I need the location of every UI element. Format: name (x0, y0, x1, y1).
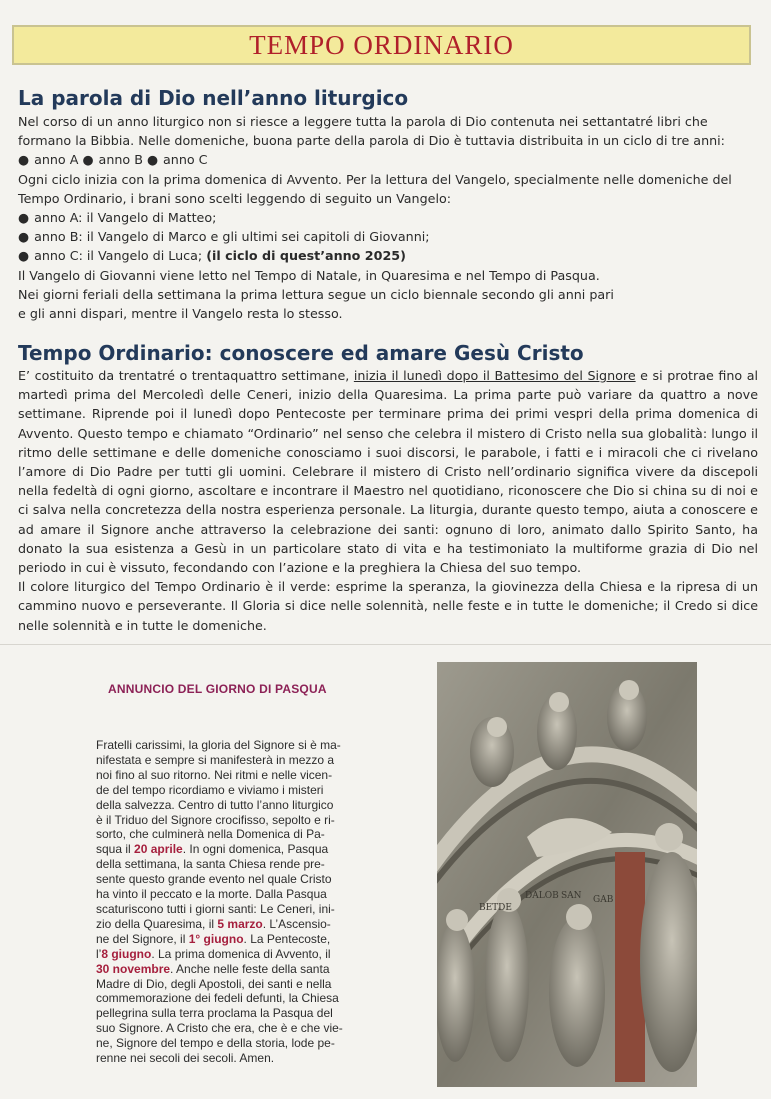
section-body-tempo-ordinario (18, 366, 758, 635)
announcement-line: l’8 giugno. La prima domenica di Avvento, il (96, 946, 331, 961)
bullet-icon: ● (18, 229, 30, 245)
announcement-line: zio della Quaresima, il 5 marzo. L’Ascensio- (96, 916, 331, 931)
bullet-icon: ● (18, 210, 30, 226)
announcement-line: nifestata e sempre si manifesterà in mezzo a (96, 752, 335, 767)
body-line: Il Vangelo di Giovanni viene letto nel Tempo di Natale, in Quaresima e nel Tempo di Pasqua. (18, 267, 600, 283)
pentecost-date: 8 giugno (101, 946, 152, 961)
announcement-line: ne del Signore, il 1° giugno. La Pentecoste, (96, 931, 331, 946)
paragraph-rest: e si protrae fino al martedì prima del Mercoledì delle Ceneri, inizio della Quaresima. La prima parte può variare da quattro a nove settimane. Riprende poi il lunedì dopo Pentecoste per terminare prima dei primi vespri della prima domenica di Avvento. Questo tempo e chiamato “Ordinario” nel senso che celebra il mistero di Cristo nella sua globalità: lungo il ritmo delle settimane e delle domeniche conosciamo i suoi discorsi, le parabole, i fatti e i miracoli che ci rivelano l’amore di Dio Padre per tutti gli uomini. Celebrare il mistero di Cristo nell’ordinario significa vivere da discepoli nella fedeltà di ogni giorno, ascoltare e incontrare il Maestro nel quotidiano, riconoscere che Dio si china su di noi e ci salva nella concretezza della nostra esperienza personale. La liturgia, durante questo tempo, aiuta a conoscere e ad amare il Signore anche attraverso la celebrazione dei santi: ognuno di loro, animato dallo Spirito Santo, ha donato la sua esistenza a Gesù in un particolare stato di vita e ha testimoniato la multiforme grazia di Dio nel periodo in cui è vissuto, fecondando con l’azione e la preghiera la Chiesa del suo tempo. (18, 368, 758, 576)
inscription-text: BETDE (479, 903, 512, 913)
body-line: Nel corso di un anno liturgico non si riesce a leggere tutta la parola di Dio contenuta nei settantatré libri che (18, 114, 708, 129)
bullet-icon: ● (18, 248, 30, 264)
advent-date: 30 novembre (96, 961, 171, 976)
bullet-icon: ● (146, 152, 159, 168)
bullet-item: ● anno A: il Vangelo di Matteo; (18, 210, 217, 226)
announcement-line: Fratelli carissimi, la gloria del Signore si è ma- (96, 738, 341, 752)
divider (0, 644, 771, 645)
paragraph-start: E’ costituito da trentatré o trentaquattro settimane, (18, 368, 354, 383)
body-line: Tempo Ordinario, i brani sono scelti leggendo di seguito un Vangelo: (18, 190, 452, 206)
relief-illustration (437, 662, 697, 1087)
ash-wednesday-date: 5 marzo (217, 916, 263, 931)
section-heading-parola: La parola di Dio nell’anno liturgico (18, 86, 409, 110)
announcement-line: renne nei secoli dei secoli. Amen. (96, 1051, 275, 1066)
inscription-text: GAB (593, 895, 614, 905)
section-body-parola (18, 112, 758, 323)
bullet-item: ● anno C: il Vangelo di Luca; (il ciclo di quest’anno 2025) (18, 248, 406, 264)
easter-date: 20 aprile (134, 842, 183, 857)
announcement-line: de del tempo ricordiamo e viviamo i misteri (96, 782, 324, 797)
announcement-line: scaturiscono tutti i giorni santi: Le Ceneri, ini- (96, 901, 335, 916)
bullet-item: ● anno B: il Vangelo di Marco e gli ultimi sei capitoli di Giovanni; (18, 229, 430, 245)
bullet-icon: ● (18, 152, 30, 168)
announcement-line: della salvezza. Centro di tutto l’anno liturgico (96, 797, 334, 812)
announcement-line: commemorazione dei fedeli defunti, la Chiesa (96, 991, 339, 1006)
body-line: Nei giorni feriali della settimana la prima lettura segue un ciclo biennale secondo gli anni pari (18, 286, 614, 302)
sculpture-photo (437, 662, 697, 1087)
announcement-line: sorto, che culminerà nella Domenica di Pa- (96, 827, 325, 842)
announcement-line: 30 novembre. Anche nelle feste della santa (96, 961, 330, 976)
announcement-line: pellegrina sulla terra proclama la Pasqua del (96, 1006, 333, 1021)
body-line: e gli anni dispari, mentre il Vangelo resta lo stesso. (18, 306, 343, 322)
announcement-line: suo Signore. A Cristo che era, che è e che vie- (96, 1021, 343, 1036)
body-line: Ogni ciclo inizia con la prima domenica di Avvento. Per la lettura del Vangelo, specialmente nelle domeniche del (18, 171, 732, 187)
inscription-text: DALOB (525, 891, 559, 901)
announcement-line: ne, Signore del tempo e della storia, lode pe- (96, 1036, 335, 1051)
announcement-line: è il Triduo del Signore crocifisso, sepolto e ri- (96, 812, 335, 827)
announcement-line: ha vinto il peccato e la morte. Dalla Pasqua (96, 887, 327, 902)
section-heading-tempo-ordinario: Tempo Ordinario: conoscere ed amare Gesù Cristo (18, 341, 584, 365)
announcement-line: della settimana, la santa Chiesa rende pre- (96, 857, 325, 872)
current-cycle-note: (il ciclo di quest’anno 2025) (206, 248, 406, 264)
announcement-line: sente questo grande evento nel quale Cristo (96, 872, 332, 887)
cycle-years: ● anno A ● anno B ● anno C (18, 152, 208, 168)
announcement-line: squa il 20 aprile. In ogni domenica, Pasqua (96, 842, 329, 857)
announcement-text (96, 738, 371, 1066)
liturgical-color-paragraph: Il colore liturgico del Tempo Ordinario è il verde: esprime la speranza, la giovinezza della Chiesa e la ripresa di un cammino nuovo e perseverante. Il Gloria si dice nelle solennità, nelle feste e in tutte le domeniche; il Credo si dice nelle solennità e in tutte le domeniche. (18, 579, 758, 633)
page-title: TEMPO ORDINARIO (249, 29, 514, 60)
bullet-icon: ● (82, 152, 94, 168)
announcement-line: noi fino al suo ritorno. Nei ritmi e nelle vicen- (96, 767, 333, 782)
inscription-text: SAN (561, 891, 582, 901)
ascension-date: 1° giugno (188, 931, 244, 946)
body-line: formano la Bibbia. Nelle domeniche, buona parte della parola di Dio è tuttavia distribuita in un ciclo di tre anni: (18, 133, 725, 149)
title-banner (12, 25, 751, 65)
announcement-line: Madre di Dio, degli Apostoli, dei santi e nella (96, 976, 332, 991)
underlined-phrase: inizia il lunedì dopo il Battesimo del Signore (353, 368, 636, 383)
announcement-title: ANNUNCIO DEL GIORNO DI PASQUA (108, 682, 327, 696)
